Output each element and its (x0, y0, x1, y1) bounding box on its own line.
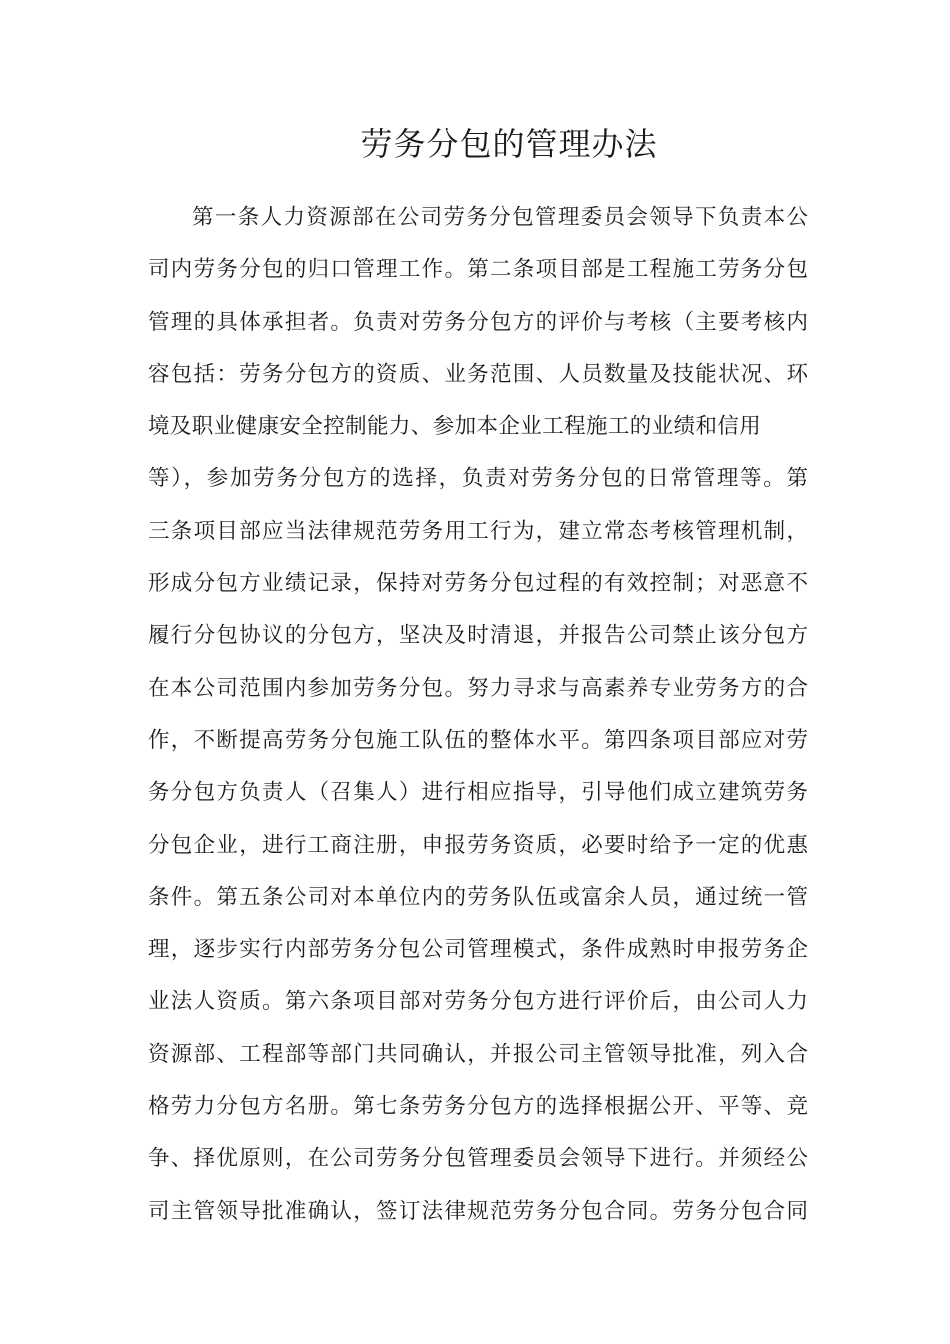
body-line: 三条项目部应当法律规范劳务用工行为，建立常态考核管理机制， (148, 518, 808, 544)
body-line: 容包括：劳务分包方的资质、业务范围、人员数量及技能状况、环 (148, 361, 808, 387)
document-body (148, 192, 808, 1238)
body-line: 分包企业，进行工商注册，申报劳务资质，必要时给予一定的优惠 (148, 832, 808, 858)
body-line: 等），参加劳务分包方的选择，负责对劳务分包的日常管理等。第 (148, 466, 808, 492)
body-line: 务分包方负责人（召集人）进行相应指导，引导他们成立建筑劳务 (148, 780, 808, 806)
body-line: 格劳力分包方名册。第七条劳务分包方的选择根据公开、平等、竞 (148, 1094, 808, 1120)
body-line: 争、择优原则，在公司劳务分包管理委员会领导下进行。并须经公 (148, 1146, 808, 1172)
body-line: 业法人资质。第六条项目部对劳务分包方进行评价后，由公司人力 (148, 989, 808, 1015)
body-line: 履行分包协议的分包方，坚决及时清退，并报告公司禁止该分包方 (148, 623, 808, 649)
body-line: 在本公司范围内参加劳务分包。努力寻求与高素养专业劳务方的合 (148, 675, 808, 701)
body-line: 司内劳务分包的归口管理工作。第二条项目部是工程施工劳务分包 (148, 257, 808, 283)
body-line: 理，逐步实行内部劳务分包公司管理模式，条件成熟时申报劳务企 (148, 937, 808, 963)
body-line: 作，不断提高劳务分包施工队伍的整体水平。第四条项目部应对劳 (148, 727, 808, 753)
body-line: 资源部、工程部等部门共同确认，并报公司主管领导批准，列入合 (148, 1041, 808, 1067)
document-title: 劳务分包的管理办法 (360, 125, 658, 163)
body-line: 第一条人力资源部在公司劳务分包管理委员会领导下负责本公 (192, 205, 808, 230)
body-line: 司主管领导批准确认，签订法律规范劳务分包合同。劳务分包合同 (148, 1198, 808, 1224)
body-line: 境及职业健康安全控制能力、参加本企业工程施工的业绩和信用 (148, 414, 762, 440)
body-line: 条件。第五条公司对本单位内的劳务队伍或富余人员，通过统一管 (148, 884, 808, 910)
body-line: 管理的具体承担者。负责对劳务分包方的评价与考核（主要考核内 (148, 309, 808, 335)
body-line: 形成分包方业绩记录，保持对劳务分包过程的有效控制；对恶意不 (148, 571, 808, 597)
